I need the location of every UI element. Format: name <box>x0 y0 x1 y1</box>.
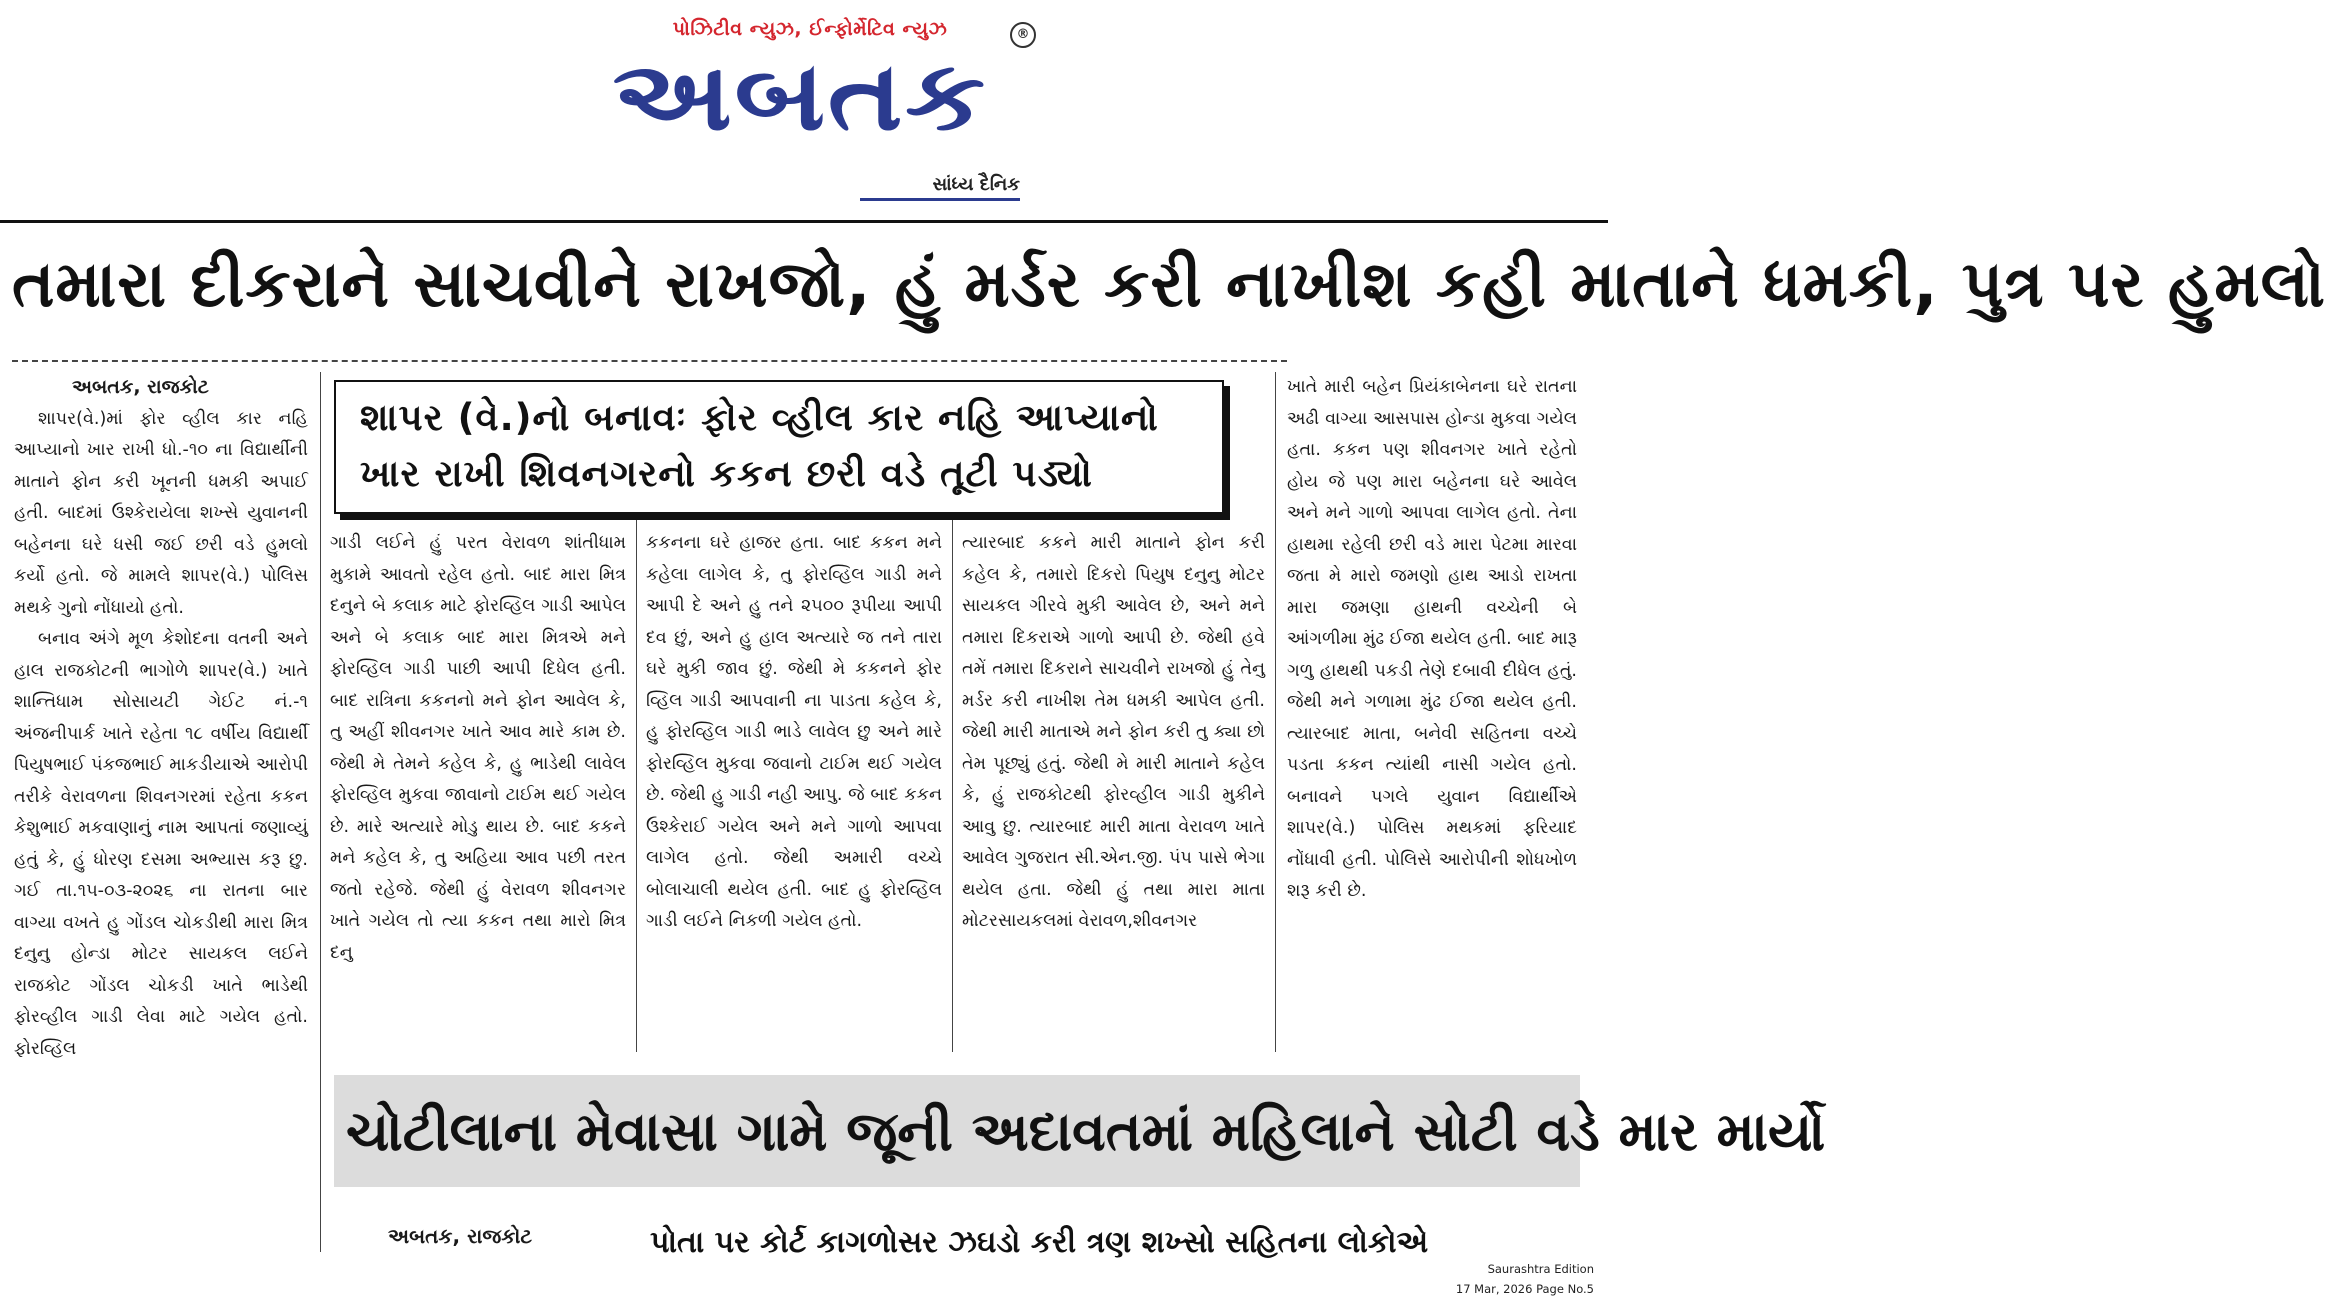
main-headline: તમારા દીકરાને સાચવીને રાખજો, હું મર્ડર કરી નાખીશ કહી માતાને ધમકી, પુત્ર પર હુમલો <box>12 248 2326 322</box>
article-paragraph: બનાવ અંગે મૂળ કેશોદના વતની અને હાલ રાજકોટની ભાગોળે શાપર(વે.) ખાતે શાન્તિધામ સોસાયટી ગેઈટ નં.-૧ અંજનીપાર્ક ખાતે રહેતા ૧૮ વર્ષીય વિદ્યાર્થી પિયુષભાઈ પંકજભાઈ માકડીયાએ આરોપી તરીકે વેરાવળના શિવનગરમાં રહેતા કકન કેશુભાઈ મકવાણાનું નામ આપતાં જણાવ્યું હતું કે, હું ધોરણ દસમા અભ્યાસ કરૂ છુ. ગઈ તા.૧૫-૦૩-૨૦૨૬ ના રાતના બાર વાગ્યા વખતે હુ ગોંડલ ચોકડીથી મારા મિત્ર દનુનુ હોન્ડા મોટર સાયકલ લઈને રાજકોટ ગોંડલ ચોકડી ખાતે ભાડેથી ફોરવ્હીલ ગાડી લેવા માટે ગયેલ હતો. ફોરવ્હિલ <box>14 629 308 1059</box>
article-paragraph: શાપર(વે.)માં ફોર વ્હીલ કાર નહિ આપ્યાનો ખાર રાખી ધો.-૧૦ ના વિદ્યાર્થીની માતાને ફોન કરી ખૂનની ધમકી અપાઈ હતી. બાદમાં ઉશ્કેરાયેલા શખ્સે યુવાનની બહેનના ઘરે ધસી જઈ છરી વડે હુમલો કર્યો હતો. જે મામલે શાપર(વે.) પોલિસ મથકે ગુનો નોંધાયો હતો. <box>14 408 308 618</box>
second-story-teaser: પોતા પર કોર્ટ કાગળોસર ઝઘડો કરી ત્રણ શખ્સો સહિતના લોકોએ <box>650 1225 1429 1260</box>
second-dateline: અબતક, રાજકોટ <box>388 1224 533 1248</box>
top-rule-left <box>0 220 660 223</box>
second-headline: ચોટીલાના મેવાસા ગામે જૂની અદાવતમાં મહિલાને સોટી વડે માર માર્યો <box>346 1100 1826 1163</box>
article-paragraph: કકનના ઘરે હાજર હતા. બાદ કકન મને કહેલા લાગેલ કે, તુ ફોરવ્હિલ ગાડી મને આપી દે અને હુ તને ૨૫૦૦ રૂપીયા આપી દવ છું, અને હુ હાલ અત્યારે જ તને તારા ઘરે મુકી જાવ છું. જેથી મે કકનને ફોર વ્હિલ ગાડી આપવાની ના પાડતા કહેલ કે, હુ ફોરવ્હિલ ગાડી ભાડે લાવેલ છુ અને મારે ફોરવ્હિલ મુકવા જવાનો ટાઈમ થઈ ગયેલ છે. જેથી હુ ગાડી નહી આપુ. જે બાદ કકન ઉશ્કેરાઈ ગયેલ અને મને ગાળો આપવા લાગેલ હતો. જેથી અમારી વચ્ચે બોલાચાલી થયેલ હતી. બાદ હુ ફોરવ્હિલ ગાડી લઈને નિકળી ગયેલ હતો. <box>646 533 942 931</box>
masthead-underline <box>860 198 1020 201</box>
newspaper-logo: અબતક <box>612 40 988 152</box>
article-column-3 <box>646 528 942 1050</box>
subhead-line-2: ખાર રાખી શિવનગરનો કકન છરી વડે તૂટી પડ્યો <box>360 452 1093 495</box>
registered-mark: ® <box>1010 22 1036 48</box>
article-column-4 <box>962 528 1265 1050</box>
column-divider-1 <box>320 372 321 1252</box>
edition-label: Saurashtra Edition <box>1487 1262 1594 1276</box>
subhead-line-1: શાપર (વે.)નો બનાવઃ ફોર વ્હીલ કાર નહિ આપ્યાનો <box>360 396 1159 439</box>
column-divider-3 <box>952 520 953 1052</box>
subhead <box>360 390 1200 502</box>
column-divider-2 <box>636 520 637 1052</box>
date-page-label: 17 Mar, 2026 Page No.5 <box>1455 1282 1594 1296</box>
article-column-1 <box>14 372 308 1252</box>
edition-type-label: સાંધ્ય દૈનિક <box>932 174 1020 195</box>
article-paragraph: ખાતે મારી બહેન પ્રિયંકાબેનના ઘરે રાતના અઢી વાગ્યા આસપાસ હોન્ડા મુકવા ગયેલ હતા. કકન પણ શીવનગર ખાતે રહેતો હોય જે પણ મારા બહેનના ઘરે આવેલ અને મને ગાળો આપવા લાગેલ હતો. તેના હાથમા રહેલી છરી વડે મારા પેટમા મારવા જતા મે મારો જમણો હાથ આડો રાખતા મારા જમણા હાથની વચ્ચેની બે આંગળીમા મુંઢ ઈજા થયેલ હતી. બાદ મારૂ ગળુ હાથથી પકડી તેણે દબાવી દીધેલ હતું. જેથી મને ગળામા મુંઢ ઈજા થયેલ હતી. ત્યારબાદ માતા, બનેવી સહિતના વચ્ચે પડતા કકન ત્યાંથી નાસી ગયેલ હતો. બનાવને પગલે યુવાન વિદ્યાર્થીએ શાપર(વે.) પોલિસ મથકમાં ફરિયાદ નોંધાવી હતી. પોલિસે આરોપીની શોધખોળ શરૂ કરી છે. <box>1287 377 1577 901</box>
headline-dash-rule <box>12 360 1287 362</box>
article-paragraph: ત્યારબાદ કકને મારી માતાને ફોન કરી કહેલ કે, તમારો દિકરો પિયુષ દનુનુ મોટર સાયકલ ગીરવે મુકી આવેલ છે, અને મને તમારા દિકરાએ ગાળો આપી છે. જેથી હવે તમેં તમારા દિકરાને સાચવીને રાખજો હું તેનુ મર્ડર કરી નાખીશ તેમ ધમકી આપેલ હતી. જેથી મારી માતાએ મને ફોન કરી તુ ક્યા છો તેમ પૂછ્યું હતું. જેથી મે મારી માતાને કહેલ કે, હું રાજકોટથી ફોરવ્હીલ ગાડી મુકીને આવુ છુ. ત્યારબાદ મારી માતા વેરાવળ ખાતે આવેલ ગુજરાત સી.એન.જી. પંપ પાસે ભેગા થયેલ હતા. જેથી હું તથા મારા માતા મોટરસાયકલમાં વેરાવળ,શીવનગર <box>962 533 1265 931</box>
article-paragraph: ગાડી લઈને હું પરત વેરાવળ શાંતીધામ મુકામે આવતો રહેલ હતો. બાદ મારા મિત્ર દનુને બે કલાક માટે ફોરવ્હિલ ગાડી આપેલ અને બે કલાક બાદ મારા મિત્રએ મને ફોરવ્હિલ ગાડી પાછી આપી દિધેલ હતી. બાદ રાત્રિના કકનનો મને ફોન આવેલ કે, તુ અહીં શીવનગર ખાતે આવ મારે કામ છે. જેથી મે તેમને કહેલ કે, હુ ભાડેથી લાવેલ ફોરવ્હિલ મુકવા જાવાનો ટાઈમ થઈ ગયેલ છે. મારે અત્યારે મોડુ થાય છે. બાદ કકને મને કહેલ કે, તુ અહિયા આવ પછી તરત જતો રહેજે. જેથી હું વેરાવળ શીવનગર ખાતે ગયેલ તો ત્યા કકન તથા મારો મિત્ર દનુ <box>330 533 626 963</box>
article-column-5 <box>1287 372 1577 1052</box>
main-dateline: અબતક, રાજકોટ <box>72 376 209 398</box>
column-divider-4 <box>1275 372 1276 1052</box>
article-column-2 <box>330 528 626 1050</box>
masthead-tagline: પોઝિટીવ ન્યુઝ, ઈન્ફોર્મેટિવ ન્યુઝ <box>672 18 948 40</box>
top-rule-right <box>650 220 1608 223</box>
